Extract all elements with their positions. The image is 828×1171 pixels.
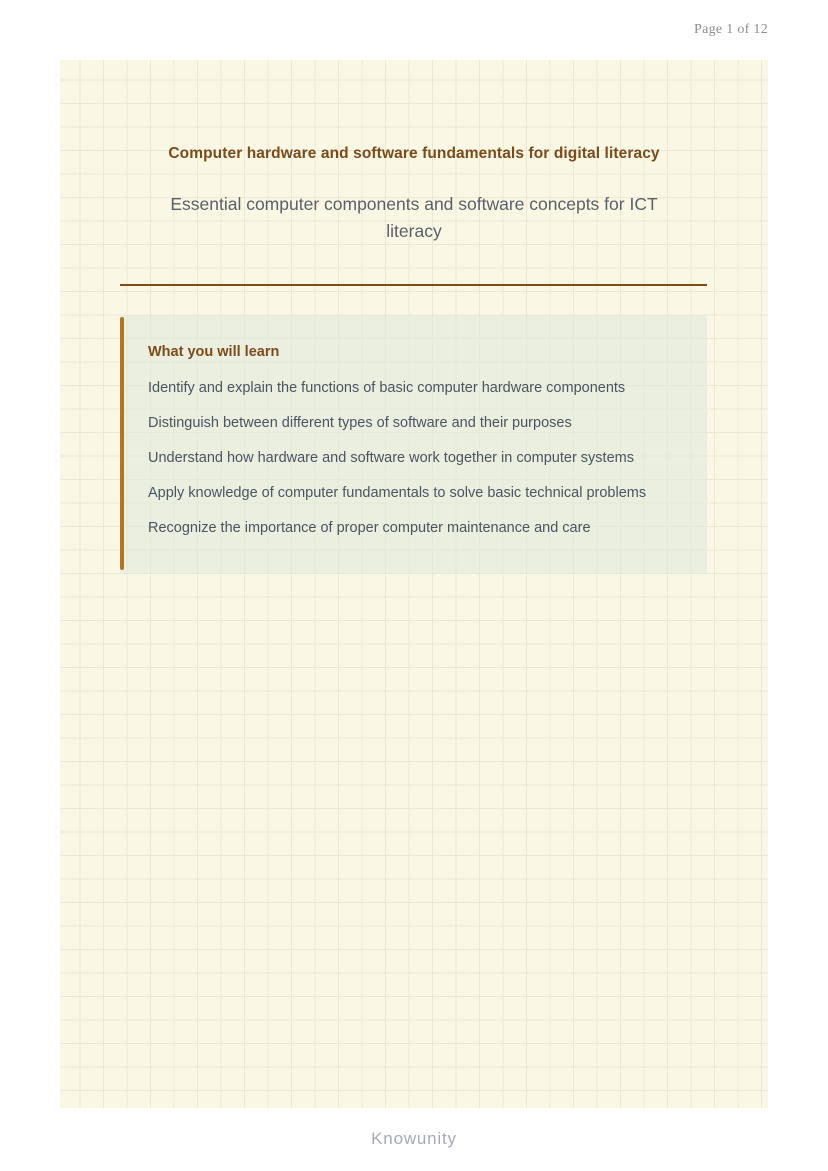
grid-paper <box>60 60 768 1108</box>
learn-objective-item: Understand how hardware and software work together in computer systems <box>148 450 634 466</box>
page-number: Page 1 of 12 <box>694 22 768 37</box>
learn-objective-item: Identify and explain the functions of basic computer hardware components <box>148 380 626 396</box>
learn-objective-item: Recognize the importance of proper computer maintenance and care <box>148 520 591 536</box>
horizontal-divider <box>120 284 707 286</box>
learn-objective-item: Distinguish between different types of software and their purposes <box>148 415 572 431</box>
learn-box-accent-bar <box>120 317 124 570</box>
learn-objectives-list <box>148 371 679 546</box>
page-subtitle: Essential computer components and software concepts for ICT literacy <box>170 194 658 241</box>
learn-box-heading: What you will learn <box>148 344 280 360</box>
learn-objective-item: Apply knowledge of computer fundamentals to solve basic technical problems <box>148 485 647 501</box>
learn-box <box>120 315 707 574</box>
page-title: Computer hardware and software fundamentals for digital literacy <box>168 145 660 162</box>
footer-brand: Knowunity <box>371 1129 457 1148</box>
